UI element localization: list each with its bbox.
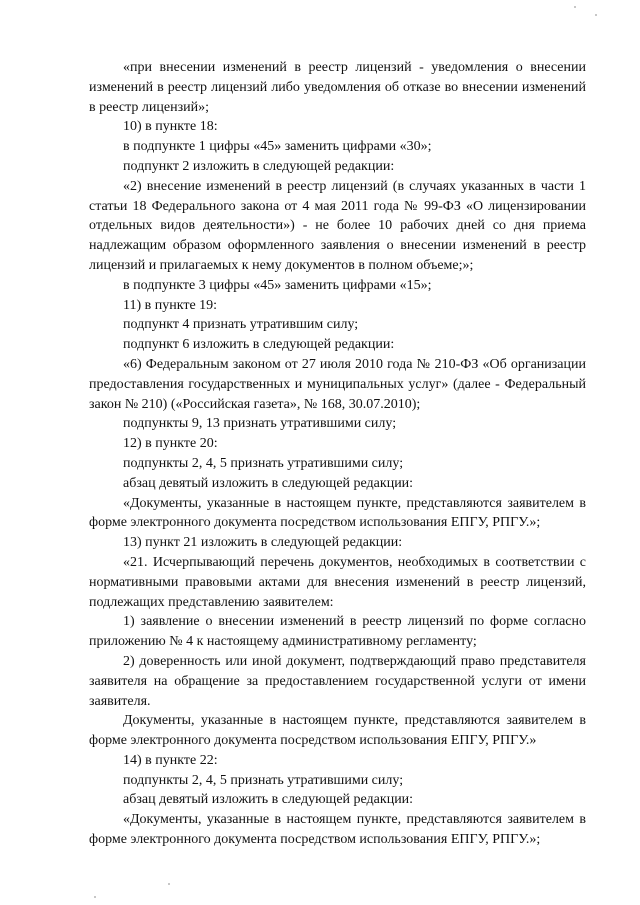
document-body bbox=[89, 58, 586, 850]
paragraph: подпункты 2, 4, 5 признать утратившими силу; bbox=[123, 455, 404, 471]
paragraph: «Документы, указанные в настоящем пункте, представляются заявителем в форме электронного документа посредством использования ЕПГУ, РПГУ.»; bbox=[89, 495, 586, 531]
paragraph: 10) в пункте 18: bbox=[123, 119, 218, 135]
paragraph: в подпункте 1 цифры «45» заменить цифрами «30»; bbox=[123, 139, 432, 155]
paragraph: Документы, указанные в настоящем пункте, представляются заявителем в форме электронного документа посредством использования ЕПГУ, РПГУ.» bbox=[89, 713, 586, 749]
paragraph: 12) в пункте 20: bbox=[123, 436, 218, 452]
paragraph: подпункты 2, 4, 5 признать утратившими силу; bbox=[123, 772, 404, 788]
scan-artifact bbox=[168, 883, 170, 885]
paragraph: абзац девятый изложить в следующей редакции: bbox=[123, 475, 414, 491]
paragraph: подпункт 6 изложить в следующей редакции: bbox=[123, 337, 395, 353]
paragraph: «6) Федеральным законом от 27 июля 2010 года № 210-ФЗ «Об организации предоставления государственных и муниципальных услуг» (далее - Федеральный закон № 210) («Российская газета», № 168, 30.07.2010); bbox=[89, 356, 586, 412]
paragraph: в подпункте 3 цифры «45» заменить цифрами «15»; bbox=[123, 277, 432, 293]
paragraph: 2) доверенность или иной документ, подтверждающий право представителя заявителя на обращение за предоставлением государственной услуги от имени заявителя. bbox=[89, 653, 586, 709]
paragraph: «при внесении изменений в реестр лицензий - уведомления о внесении изменений в реестр лицензий либо уведомления об отказе во внесении изменений в реестр лицензий»; bbox=[89, 60, 586, 115]
paragraph: подпункты 9, 13 признать утратившими силу; bbox=[123, 416, 397, 432]
paragraph: 1) заявление о внесении изменений в реестр лицензий по форме согласно приложению № 4 к настоящему административному регламенту; bbox=[89, 614, 586, 650]
scan-artifact bbox=[595, 14, 597, 16]
paragraph: 14) в пункте 22: bbox=[123, 752, 218, 768]
paragraph: подпункт 4 признать утратившим силу; bbox=[123, 317, 359, 333]
paragraph: абзац девятый изложить в следующей редакции: bbox=[123, 792, 414, 808]
scan-artifact bbox=[574, 6, 576, 8]
paragraph: подпункт 2 изложить в следующей редакции: bbox=[123, 158, 395, 174]
paragraph: 11) в пункте 19: bbox=[123, 297, 218, 313]
scan-artifact bbox=[94, 896, 96, 898]
paragraph: «Документы, указанные в настоящем пункте, представляются заявителем в форме электронного документа посредством использования ЕПГУ, РПГУ.»; bbox=[89, 812, 586, 848]
paragraph: 13) пункт 21 изложить в следующей редакции: bbox=[123, 535, 403, 551]
paragraph: «21. Исчерпывающий перечень документов, необходимых в соответствии с нормативными правовыми актами для внесения изменений в реестр лицензий, подлежащих представлению заявителем: bbox=[89, 554, 586, 610]
paragraph: «2) внесение изменений в реестр лицензий (в случаях указанных в части 1 статьи 18 Федерального закона от 4 мая 2011 года № 99-ФЗ «О лицензировании отдельных видов деятельности») - не более 10 рабочих дней со дня приема надлежащим образом оформленного заявления о внесении изменений в реестр лицензий и прилагаемых к нему документов в полном объеме;»; bbox=[89, 178, 586, 273]
